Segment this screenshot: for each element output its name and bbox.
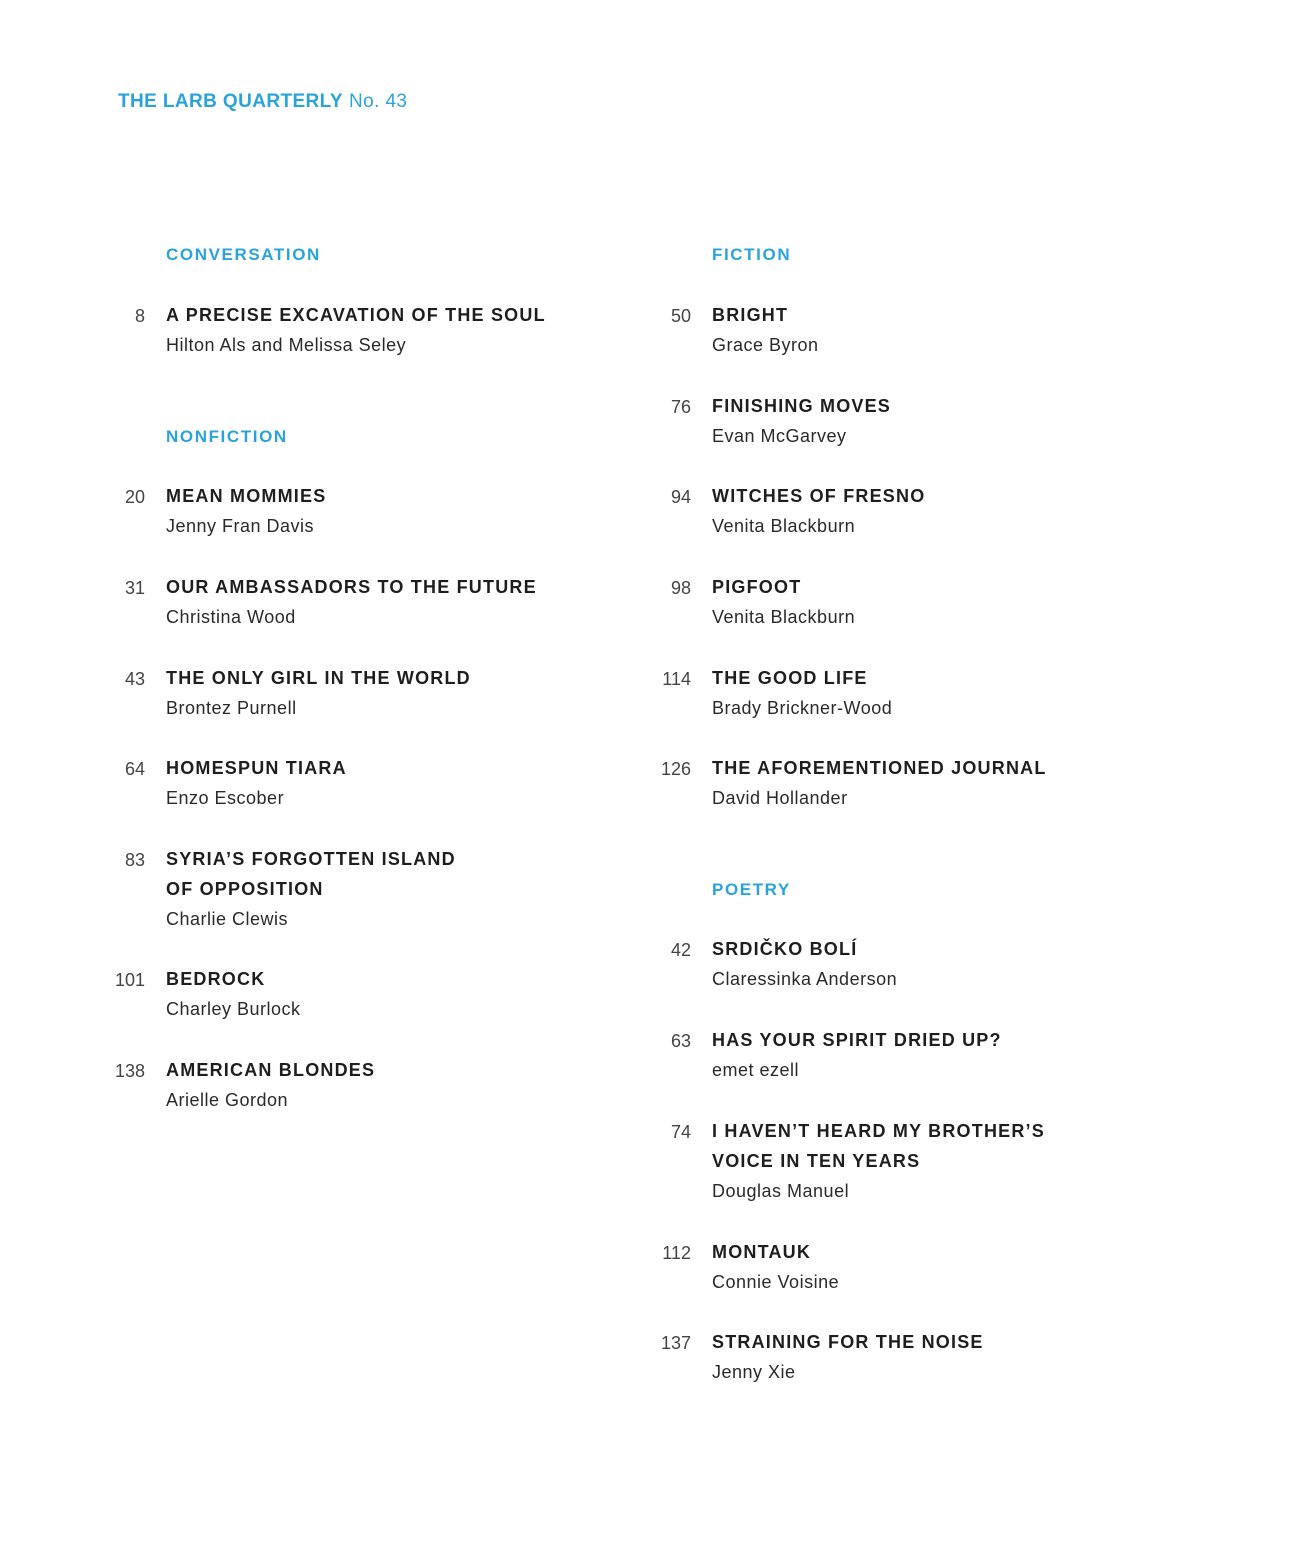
entry-author: emet ezell <box>712 1060 800 1080</box>
page-number: 42 <box>670 940 691 960</box>
page-number: 137 <box>660 1333 691 1353</box>
entry-title-line-1: I HAVEN’T HEARD MY BROTHER’S <box>712 1121 1045 1141</box>
entry-author: Brontez Purnell <box>166 698 297 718</box>
entry-author: Hilton Als and Melissa Seley <box>166 335 407 355</box>
publication-name: THE LARB QUARTERLY <box>118 91 344 112</box>
entry-author: Douglas Manuel <box>712 1181 850 1201</box>
page-number: 74 <box>670 1122 691 1142</box>
entry-author: Christina Wood <box>166 607 296 627</box>
section-heading-nonfiction: NONFICTION <box>166 427 288 446</box>
entry-author: David Hollander <box>712 788 848 808</box>
entry-title: THE GOOD LIFE <box>712 668 868 688</box>
page-number: 64 <box>124 759 145 779</box>
entry-title-line-2: OF OPPOSITION <box>166 879 324 899</box>
entry-title: A PRECISE EXCAVATION OF THE SOUL <box>166 305 546 325</box>
entry-title: BRIGHT <box>712 305 789 325</box>
entry-title-line-2: VOICE IN TEN YEARS <box>712 1151 921 1171</box>
page-number: 126 <box>660 759 691 779</box>
entry-title: SRDIČKO BOLÍ <box>712 939 858 959</box>
page-number: 20 <box>124 487 145 507</box>
page-number: 138 <box>114 1061 145 1081</box>
entry-author: Brady Brickner-Wood <box>712 698 893 718</box>
issue-number: No. 43 <box>349 91 408 112</box>
entry-title: THE ONLY GIRL IN THE WORLD <box>166 668 471 688</box>
page-number: 76 <box>670 397 691 417</box>
entry-author: Charlie Clewis <box>166 909 289 929</box>
section-heading-poetry: POETRY <box>712 880 791 899</box>
page-number: 83 <box>124 850 145 870</box>
entry-title: STRAINING FOR THE NOISE <box>712 1332 984 1352</box>
page-number: 94 <box>670 487 691 507</box>
entry-title: FINISHING MOVES <box>712 396 892 416</box>
entry-author: Connie Voisine <box>712 1272 840 1292</box>
entry-title: HOMESPUN TIARA <box>166 758 347 778</box>
masthead <box>118 91 407 113</box>
entry-author: Claressinka Anderson <box>712 969 898 989</box>
entry-author: Enzo Escober <box>166 788 285 808</box>
page-number: 63 <box>670 1031 691 1051</box>
section-heading-fiction: FICTION <box>712 245 792 264</box>
entry-author: Arielle Gordon <box>166 1090 289 1110</box>
entry-title: OUR AMBASSADORS TO THE FUTURE <box>166 577 537 597</box>
entry-author: Venita Blackburn <box>712 516 856 536</box>
entry-author: Evan McGarvey <box>712 426 847 446</box>
section-heading-conversation: CONVERSATION <box>166 245 321 264</box>
entry-title: WITCHES OF FRESNO <box>712 486 926 506</box>
page-number: 114 <box>662 669 691 689</box>
page-number: 43 <box>124 669 145 689</box>
entry-author: Jenny Xie <box>712 1362 796 1382</box>
entry-title: MONTAUK <box>712 1242 812 1262</box>
page-number: 50 <box>670 306 691 326</box>
entry-author: Venita Blackburn <box>712 607 856 627</box>
page-number: 8 <box>134 306 145 326</box>
page-number: 98 <box>670 578 691 598</box>
entry-title-line-1: SYRIA’S FORGOTTEN ISLAND <box>166 849 456 869</box>
entry-author: Grace Byron <box>712 335 819 355</box>
page-number: 112 <box>662 1243 691 1263</box>
entry-title: PIGFOOT <box>712 577 802 597</box>
entry-title: HAS YOUR SPIRIT DRIED UP? <box>712 1030 1002 1050</box>
entry-title: BEDROCK <box>166 969 266 989</box>
entry-title: THE AFOREMENTIONED JOURNAL <box>712 758 1047 778</box>
entry-author: Charley Burlock <box>166 999 301 1019</box>
entry-title: MEAN MOMMIES <box>166 486 327 506</box>
page-number: 31 <box>124 578 145 598</box>
entry-author: Jenny Fran Davis <box>166 516 315 536</box>
entry-title: AMERICAN BLONDES <box>166 1060 376 1080</box>
page-number: 101 <box>114 970 145 990</box>
